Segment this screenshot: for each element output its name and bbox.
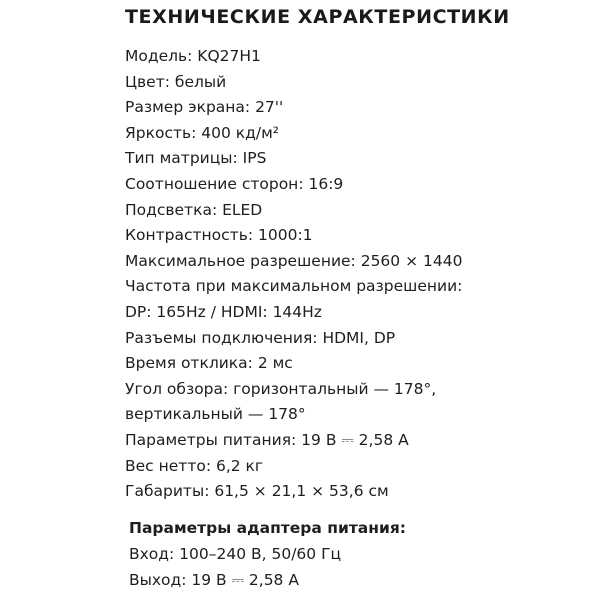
spec-viewing-angle-horizontal: Угол обзора: горизонтальный — 178°,: [125, 379, 437, 398]
spec-viewing-angle-vertical: вертикальный — 178°: [125, 405, 306, 424]
spec-max-resolution: Максимальное разрешение: 2560 × 1440: [125, 251, 463, 270]
spec-backlight: Подсветка: ELED: [125, 200, 263, 219]
spec-matrix-type: Тип матрицы: IPS: [125, 149, 267, 168]
adapter-section-title: Параметры адаптера питания:: [129, 519, 406, 537]
spec-dimensions: Габариты: 61,5 × 21,1 × 53,6 см: [125, 482, 389, 501]
spec-brightness: Яркость: 400 кд/м²: [125, 123, 280, 142]
adapter-spec-list: [129, 542, 341, 593]
spec-weight: Вес нетто: 6,2 кг: [125, 456, 264, 475]
spec-ports: Разъемы подключения: HDMI, DP: [125, 328, 396, 347]
page-title: ТЕХНИЧЕСКИЕ ХАРАКТЕРИСТИКИ: [125, 6, 510, 28]
spec-color: Цвет: белый: [125, 72, 227, 91]
spec-screen-size: Размер экрана: 27'': [125, 98, 284, 117]
spec-aspect-ratio: Соотношение сторон: 16:9: [125, 174, 344, 193]
spec-list: [125, 44, 462, 505]
adapter-output: Выход: 19 В ⎓ 2,58 А: [129, 570, 299, 589]
spec-refresh-rate-value: DP: 165Hz / HDMI: 144Hz: [125, 302, 322, 321]
spec-model: Модель: KQ27H1: [125, 47, 261, 65]
adapter-input: Вход: 100–240 В, 50/60 Гц: [129, 545, 342, 563]
spec-power: Параметры питания: 19 В ⎓ 2,58 А: [125, 430, 409, 449]
spec-response-time: Время отклика: 2 мс: [125, 354, 293, 373]
spec-refresh-rate-label: Частота при максимальном разрешении:: [125, 277, 463, 296]
spec-contrast: Контрастность: 1000:1: [125, 226, 313, 245]
